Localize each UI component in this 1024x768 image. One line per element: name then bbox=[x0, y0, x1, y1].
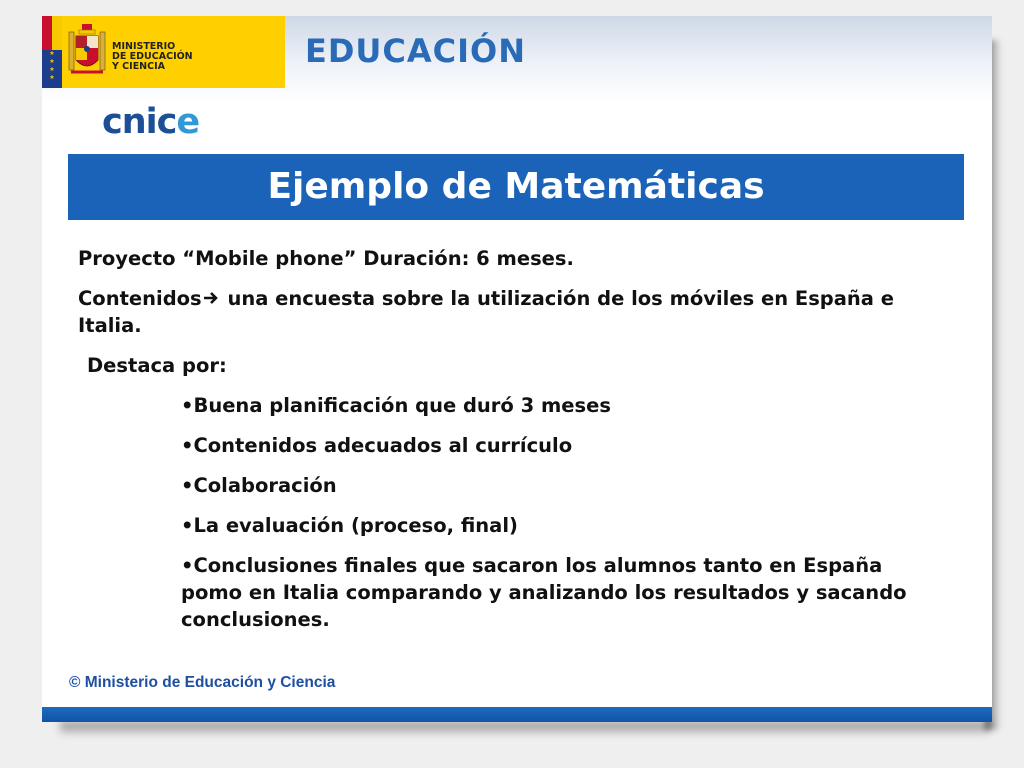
cnice-logo-dark: cnic bbox=[102, 102, 177, 142]
copyright-notice: © Ministerio de Educación y Ciencia bbox=[69, 674, 336, 691]
slide: ★ ★ ★ ★ MINISTERIO DE EDUCACIÓN Y CIENCIA EDUCACIÓN cnice Ejemplo de Matemáticas Proyecto “Mobile phone” Duración: 6 meses. Contenidos una encuesta sobre la utilización de los móviles en España e Italia. Destaca por: •Buena planificación que duró 3 meses •Contenidos adecuados al currículo •Colaboración •La evaluación (proceso, final) •Conclusiones finales que sacaron los alumnos tanto en España pomo en Italia comparando y analizando los resultados y sacando conclusiones. © Ministerio de Educación y Ciencia bbox=[42, 16, 992, 722]
bullet-item: •Contenidos adecuados al currículo bbox=[181, 434, 573, 457]
contents-text: una encuesta sobre la utilización de los móviles en España e Italia. bbox=[78, 287, 894, 337]
contents-label: Contenidos bbox=[78, 287, 202, 310]
highlight-heading: Destaca por: bbox=[87, 354, 227, 377]
title-bar bbox=[68, 154, 964, 220]
cnice-logo bbox=[102, 102, 199, 142]
bullet-item: •Conclusiones finales que sacaron los alumnos tanto en España pomo en Italia comparando y analizando los resultados y sacando conclusiones. bbox=[181, 554, 907, 631]
bullet-item: •La evaluación (proceso, final) bbox=[181, 514, 518, 537]
coat-of-arms-icon bbox=[68, 22, 106, 80]
contents-paragraph bbox=[78, 285, 938, 339]
ministry-logo bbox=[62, 16, 285, 88]
project-line: Proyecto “Mobile phone” Duración: 6 meses. bbox=[78, 247, 574, 270]
slide-body bbox=[78, 245, 938, 646]
bullet-item: •Buena planificación que duró 3 meses bbox=[181, 394, 611, 417]
ministry-name bbox=[112, 42, 282, 72]
ministry-line-3: Y CIENCIA bbox=[112, 61, 165, 72]
bullet-item: •Colaboración bbox=[181, 474, 337, 497]
slide-shadow-bottom bbox=[60, 722, 990, 736]
slide-title: Ejemplo de Matemáticas bbox=[267, 166, 765, 207]
department-title: EDUCACIÓN bbox=[305, 32, 527, 70]
arrow-right-icon bbox=[203, 285, 219, 312]
footer-bar bbox=[42, 707, 992, 722]
ministry-line-2: DE EDUCACIÓN bbox=[112, 51, 193, 62]
cnice-logo-light: e bbox=[176, 102, 200, 142]
ministry-line-1: MINISTERIO bbox=[112, 41, 176, 52]
